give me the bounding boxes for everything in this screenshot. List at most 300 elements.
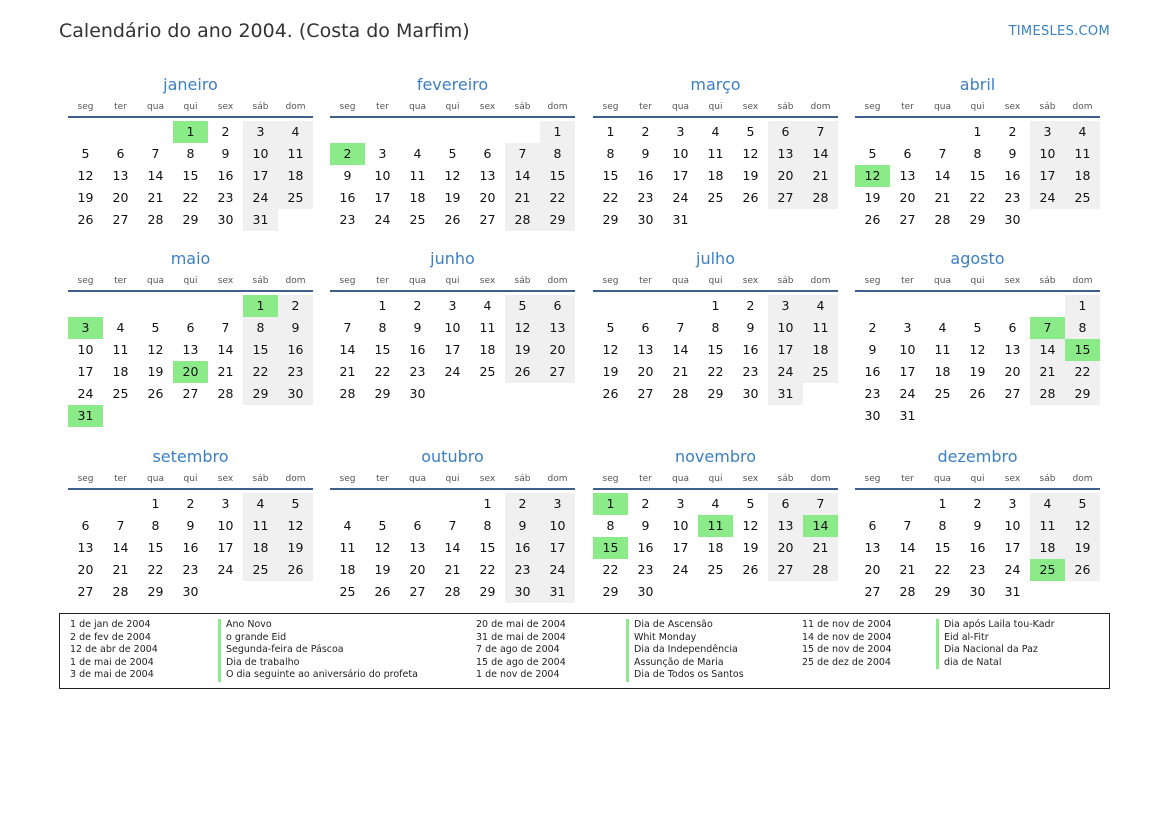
day-cell: 18 <box>278 165 313 187</box>
weekday-label: qua <box>672 102 689 112</box>
day-cell: 25 <box>339 584 356 599</box>
day-cell: 14 <box>217 342 234 357</box>
day-cell: 30 <box>742 386 759 401</box>
day-cell: 16 <box>339 190 356 205</box>
day-cell: 1 <box>938 496 947 511</box>
day-cell: 19 <box>742 168 759 183</box>
day-cell: 9 <box>641 146 650 161</box>
day-cell: 7 <box>221 320 230 335</box>
day-cell: 13 <box>112 168 129 183</box>
day-cell: 28 <box>505 209 540 231</box>
day-cell: 11 <box>1030 515 1065 537</box>
day-cell: 16 <box>969 540 986 555</box>
legend-date: 15 de ago de 2004 <box>476 656 566 668</box>
day-cell: 24 <box>1030 187 1065 209</box>
weekday-label: qua <box>409 276 426 286</box>
day-cell: 11 <box>112 342 129 357</box>
weekday-label: seg <box>77 276 94 286</box>
day-cell: 5 <box>746 496 755 511</box>
day-cell: 30 <box>505 581 540 603</box>
header-divider <box>68 290 313 292</box>
day-cell: 7 <box>448 518 457 533</box>
day-cell: 17 <box>540 537 575 559</box>
weekday-label: sáb <box>777 276 794 286</box>
day-cell: 17 <box>444 342 461 357</box>
day-cell: 29 <box>602 212 619 227</box>
weekday-label: seg <box>77 102 94 112</box>
day-cell: 4 <box>243 493 278 515</box>
weekday-header <box>330 472 575 486</box>
day-cell: 18 <box>707 540 724 555</box>
day-cell: 17 <box>768 339 803 361</box>
holiday-day: 31 <box>68 405 103 427</box>
day-cell: 1 <box>483 496 492 511</box>
weekday-label: seg <box>339 474 356 484</box>
day-cell: 22 <box>602 562 619 577</box>
day-cell: 20 <box>77 562 94 577</box>
day-cell: 13 <box>1004 342 1021 357</box>
header-divider <box>593 290 838 292</box>
weekday-label: sex <box>1004 102 1021 112</box>
legend-date: 1 de jan de 2004 <box>70 619 151 630</box>
day-cell: 28 <box>217 386 234 401</box>
weekday-label: sex <box>479 276 496 286</box>
day-cell: 9 <box>186 518 195 533</box>
header-divider <box>855 488 1100 490</box>
day-cell: 29 <box>707 386 724 401</box>
weekday-header <box>593 472 838 486</box>
day-cell: 3 <box>1008 496 1017 511</box>
weekday-label: ter <box>376 276 389 286</box>
holiday-day: 1 <box>243 295 278 317</box>
day-cell: 26 <box>742 562 759 577</box>
day-cell: 24 <box>768 361 803 383</box>
day-cell: 11 <box>1065 143 1100 165</box>
weekday-label: dom <box>1072 102 1093 112</box>
day-cell: 22 <box>374 364 391 379</box>
holiday-day: 2 <box>330 143 365 165</box>
day-cell: 6 <box>903 146 912 161</box>
day-cell: 21 <box>339 364 356 379</box>
day-cell: 24 <box>899 386 916 401</box>
day-cell: 1 <box>973 124 982 139</box>
day-cell: 24 <box>374 212 391 227</box>
day-cell: 7 <box>343 320 352 335</box>
day-cell: 26 <box>374 584 391 599</box>
day-cell: 9 <box>221 146 230 161</box>
weekday-label: qui <box>445 102 460 112</box>
day-cell: 21 <box>672 364 689 379</box>
brand-link[interactable]: TIMESLES.COM <box>1008 24 1110 39</box>
day-cell: 4 <box>711 496 720 511</box>
day-cell: 23 <box>742 364 759 379</box>
holiday-day: 15 <box>1065 339 1100 361</box>
weekday-header <box>855 100 1100 114</box>
day-cell: 20 <box>409 562 426 577</box>
day-cell: 16 <box>637 540 654 555</box>
day-cell: 21 <box>803 165 838 187</box>
day-cell: 27 <box>479 212 496 227</box>
day-cell: 16 <box>217 168 234 183</box>
day-cell: 31 <box>672 212 689 227</box>
day-cell: 29 <box>243 383 278 405</box>
day-cell: 30 <box>409 386 426 401</box>
day-cell: 20 <box>479 190 496 205</box>
day-cell: 26 <box>602 386 619 401</box>
day-cell: 16 <box>742 342 759 357</box>
day-cell: 12 <box>742 518 759 533</box>
weekday-label: seg <box>864 102 881 112</box>
day-cell: 22 <box>602 190 619 205</box>
weekday-label: qua <box>409 102 426 112</box>
day-cell: 4 <box>938 320 947 335</box>
day-cell: 5 <box>1065 493 1100 515</box>
day-cell: 8 <box>606 518 615 533</box>
day-cell: 16 <box>1004 168 1021 183</box>
legend-date: 31 de mai de 2004 <box>476 631 566 643</box>
weekday-label: ter <box>901 276 914 286</box>
day-cell: 23 <box>505 559 540 581</box>
legend-dates <box>802 619 892 669</box>
day-cell: 28 <box>803 559 838 581</box>
legend-holiday-name: o grande Eid <box>218 632 418 645</box>
day-cell: 27 <box>112 212 129 227</box>
weekday-label: qua <box>672 474 689 484</box>
day-cell: 13 <box>768 143 803 165</box>
legend-date: 3 de mai de 2004 <box>70 669 154 680</box>
weekday-label: qui <box>970 102 985 112</box>
day-cell: 17 <box>672 540 689 555</box>
day-cell: 23 <box>1004 190 1021 205</box>
day-cell: 28 <box>803 187 838 209</box>
weekday-label: qua <box>672 276 689 286</box>
day-cell: 11 <box>934 342 951 357</box>
day-cell: 24 <box>672 562 689 577</box>
day-cell: 12 <box>969 342 986 357</box>
legend-holiday-name: O dia seguinte ao aniversário do profeta <box>218 669 418 682</box>
day-cell: 18 <box>1065 165 1100 187</box>
weekday-label: dom <box>547 276 568 286</box>
day-cell: 14 <box>1030 339 1065 361</box>
day-cell: 20 <box>768 165 803 187</box>
day-cell: 8 <box>243 317 278 339</box>
day-cell: 17 <box>77 364 94 379</box>
day-cell: 16 <box>637 168 654 183</box>
day-cell: 14 <box>672 342 689 357</box>
weekday-label: qua <box>147 474 164 484</box>
day-cell: 17 <box>217 540 234 555</box>
weekday-label: sáb <box>777 474 794 484</box>
day-cell: 12 <box>77 168 94 183</box>
day-cell: 29 <box>182 212 199 227</box>
weekday-label: qui <box>445 474 460 484</box>
day-cell: 15 <box>707 342 724 357</box>
day-cell: 7 <box>676 320 685 335</box>
day-cell: 18 <box>934 364 951 379</box>
day-cell: 15 <box>147 540 164 555</box>
day-cell: 25 <box>278 187 313 209</box>
day-cell: 6 <box>186 320 195 335</box>
day-cell: 15 <box>934 540 951 555</box>
day-cell: 28 <box>444 584 461 599</box>
day-cell: 9 <box>1008 146 1017 161</box>
day-cell: 14 <box>505 165 540 187</box>
month-name: fevereiro <box>416 75 489 94</box>
day-cell: 7 <box>803 493 838 515</box>
day-cell: 6 <box>116 146 125 161</box>
day-cell: 29 <box>602 584 619 599</box>
day-cell: 9 <box>505 515 540 537</box>
day-cell: 20 <box>540 339 575 361</box>
weekday-label: sex <box>217 276 234 286</box>
month-name: junho <box>430 249 475 268</box>
weekday-label: ter <box>376 102 389 112</box>
day-cell: 11 <box>803 317 838 339</box>
day-cell: 28 <box>112 584 129 599</box>
day-cell: 7 <box>505 143 540 165</box>
weekday-label: dom <box>285 276 306 286</box>
day-cell: 22 <box>243 361 278 383</box>
weekday-label: seg <box>77 474 94 484</box>
day-cell: 8 <box>151 518 160 533</box>
day-cell: 8 <box>378 320 387 335</box>
weekday-label: dom <box>285 102 306 112</box>
day-cell: 19 <box>505 339 540 361</box>
day-cell: 14 <box>112 540 129 555</box>
legend-date: 1 de nov de 2004 <box>476 669 560 680</box>
weekday-header <box>68 100 313 114</box>
month-name: setembro <box>152 447 229 466</box>
day-cell: 21 <box>147 190 164 205</box>
legend-holiday-name: Dia de Todos os Santos <box>626 669 744 682</box>
day-cell: 16 <box>278 339 313 361</box>
day-cell: 18 <box>112 364 129 379</box>
day-cell: 2 <box>413 298 422 313</box>
day-cell: 28 <box>899 584 916 599</box>
day-cell: 28 <box>934 212 951 227</box>
weekday-header <box>855 274 1100 288</box>
holiday-day: 14 <box>803 515 838 537</box>
holiday-day: 7 <box>1030 317 1065 339</box>
month-name: julho <box>696 249 735 268</box>
weekday-label: dom <box>1072 474 1093 484</box>
day-cell: 21 <box>803 537 838 559</box>
weekday-label: qua <box>934 276 951 286</box>
day-cell: 15 <box>602 168 619 183</box>
day-cell: 16 <box>505 537 540 559</box>
header-divider <box>330 488 575 490</box>
day-cell: 15 <box>540 165 575 187</box>
day-cell: 20 <box>864 562 881 577</box>
holiday-day: 11 <box>698 515 733 537</box>
weekday-label: qui <box>708 474 723 484</box>
weekday-label: seg <box>864 276 881 286</box>
day-cell: 24 <box>540 559 575 581</box>
day-cell: 13 <box>899 168 916 183</box>
day-cell: 20 <box>899 190 916 205</box>
day-cell: 27 <box>182 386 199 401</box>
day-cell: 11 <box>278 143 313 165</box>
day-cell: 27 <box>864 584 881 599</box>
legend-holiday-name: Assunção de Maria <box>626 657 744 670</box>
holiday-legend <box>59 613 1110 689</box>
weekday-label: dom <box>810 474 831 484</box>
day-cell: 8 <box>540 143 575 165</box>
weekday-label: dom <box>810 276 831 286</box>
day-cell: 19 <box>374 562 391 577</box>
day-cell: 27 <box>768 559 803 581</box>
day-cell: 24 <box>444 364 461 379</box>
legend-holiday-name: Segunda-feira de Páscoa <box>218 644 418 657</box>
day-cell: 12 <box>505 317 540 339</box>
day-cell: 10 <box>899 342 916 357</box>
weekday-label: qui <box>970 474 985 484</box>
day-cell: 8 <box>606 146 615 161</box>
day-cell: 14 <box>899 540 916 555</box>
month-name: novembro <box>675 447 756 466</box>
day-cell: 31 <box>1004 584 1021 599</box>
day-cell: 18 <box>1030 537 1065 559</box>
day-cell: 28 <box>1030 383 1065 405</box>
day-cell: 26 <box>1065 559 1100 581</box>
weekday-label: sex <box>479 102 496 112</box>
weekday-label: sex <box>217 102 234 112</box>
weekday-label: seg <box>602 102 619 112</box>
day-cell: 25 <box>803 361 838 383</box>
day-cell: 5 <box>278 493 313 515</box>
day-cell: 25 <box>707 190 724 205</box>
day-cell: 18 <box>479 342 496 357</box>
day-cell: 25 <box>934 386 951 401</box>
day-cell: 21 <box>899 562 916 577</box>
legend-holiday-name: Whit Monday <box>626 632 744 645</box>
day-cell: 9 <box>641 518 650 533</box>
day-cell: 28 <box>672 386 689 401</box>
header-divider <box>855 116 1100 118</box>
day-cell: 10 <box>672 518 689 533</box>
day-cell: 16 <box>182 540 199 555</box>
day-cell: 27 <box>637 386 654 401</box>
day-cell: 5 <box>505 295 540 317</box>
day-cell: 10 <box>217 518 234 533</box>
weekday-label: sex <box>479 474 496 484</box>
weekday-label: qui <box>708 102 723 112</box>
day-cell: 5 <box>378 518 387 533</box>
day-cell: 11 <box>243 515 278 537</box>
day-cell: 22 <box>479 562 496 577</box>
day-cell: 26 <box>969 386 986 401</box>
weekday-label: sáb <box>777 102 794 112</box>
day-cell: 4 <box>343 518 352 533</box>
weekday-label: qua <box>147 102 164 112</box>
day-cell: 17 <box>899 364 916 379</box>
day-cell: 18 <box>707 168 724 183</box>
day-cell: 13 <box>864 540 881 555</box>
day-cell: 6 <box>868 518 877 533</box>
day-cell: 8 <box>973 146 982 161</box>
day-cell: 10 <box>1004 518 1021 533</box>
day-cell: 2 <box>1008 124 1017 139</box>
weekday-label: sáb <box>514 102 531 112</box>
day-cell: 23 <box>339 212 356 227</box>
day-cell: 23 <box>409 364 426 379</box>
page-title: Calendário do ano 2004. (Costa do Marfim) <box>59 20 470 42</box>
day-cell: 22 <box>147 562 164 577</box>
day-cell: 2 <box>641 124 650 139</box>
day-cell: 11 <box>409 168 426 183</box>
weekday-header <box>330 274 575 288</box>
day-cell: 23 <box>637 562 654 577</box>
holiday-day: 1 <box>593 493 628 515</box>
legend-holiday-name: Dia de trabalho <box>218 657 418 670</box>
day-cell: 23 <box>864 386 881 401</box>
weekday-label: seg <box>339 276 356 286</box>
legend-date: 12 de abr de 2004 <box>70 644 158 655</box>
day-cell: 21 <box>1030 361 1065 383</box>
day-cell: 1 <box>540 121 575 143</box>
day-cell: 26 <box>444 212 461 227</box>
holiday-day: 25 <box>1030 559 1065 581</box>
weekday-label: sáb <box>514 474 531 484</box>
day-cell: 22 <box>707 364 724 379</box>
day-cell: 8 <box>938 518 947 533</box>
day-cell: 5 <box>151 320 160 335</box>
day-cell: 25 <box>112 386 129 401</box>
weekday-label: qua <box>147 276 164 286</box>
day-cell: 22 <box>934 562 951 577</box>
weekday-label: qua <box>409 474 426 484</box>
day-cell: 27 <box>409 584 426 599</box>
day-cell: 2 <box>641 496 650 511</box>
weekday-label: dom <box>547 474 568 484</box>
day-cell: 20 <box>768 537 803 559</box>
day-cell: 3 <box>676 124 685 139</box>
day-cell: 13 <box>768 515 803 537</box>
day-cell: 25 <box>1065 187 1100 209</box>
day-cell: 23 <box>278 361 313 383</box>
day-cell: 19 <box>602 364 619 379</box>
weekday-label: sáb <box>1039 474 1056 484</box>
day-cell: 27 <box>77 584 94 599</box>
day-cell: 6 <box>540 295 575 317</box>
day-cell: 31 <box>899 408 916 423</box>
legend-dates <box>70 619 158 682</box>
day-cell: 7 <box>803 121 838 143</box>
day-cell: 21 <box>934 190 951 205</box>
day-cell: 2 <box>505 493 540 515</box>
day-cell: 9 <box>343 168 352 183</box>
day-cell: 30 <box>278 383 313 405</box>
day-cell: 25 <box>479 364 496 379</box>
day-cell: 20 <box>112 190 129 205</box>
day-cell: 3 <box>540 493 575 515</box>
day-cell: 25 <box>707 562 724 577</box>
day-cell: 9 <box>278 317 313 339</box>
weekday-label: ter <box>376 474 389 484</box>
day-cell: 26 <box>864 212 881 227</box>
day-cell: 27 <box>899 212 916 227</box>
day-cell: 11 <box>707 146 724 161</box>
legend-holiday-name: Dia Nacional da Paz <box>936 644 1054 657</box>
day-cell: 9 <box>746 320 755 335</box>
day-cell: 30 <box>637 584 654 599</box>
month-name: março <box>690 75 741 94</box>
day-cell: 4 <box>711 124 720 139</box>
day-cell: 3 <box>768 295 803 317</box>
day-cell: 4 <box>278 121 313 143</box>
day-cell: 2 <box>186 496 195 511</box>
legend-date: 25 de dez de 2004 <box>802 656 891 668</box>
